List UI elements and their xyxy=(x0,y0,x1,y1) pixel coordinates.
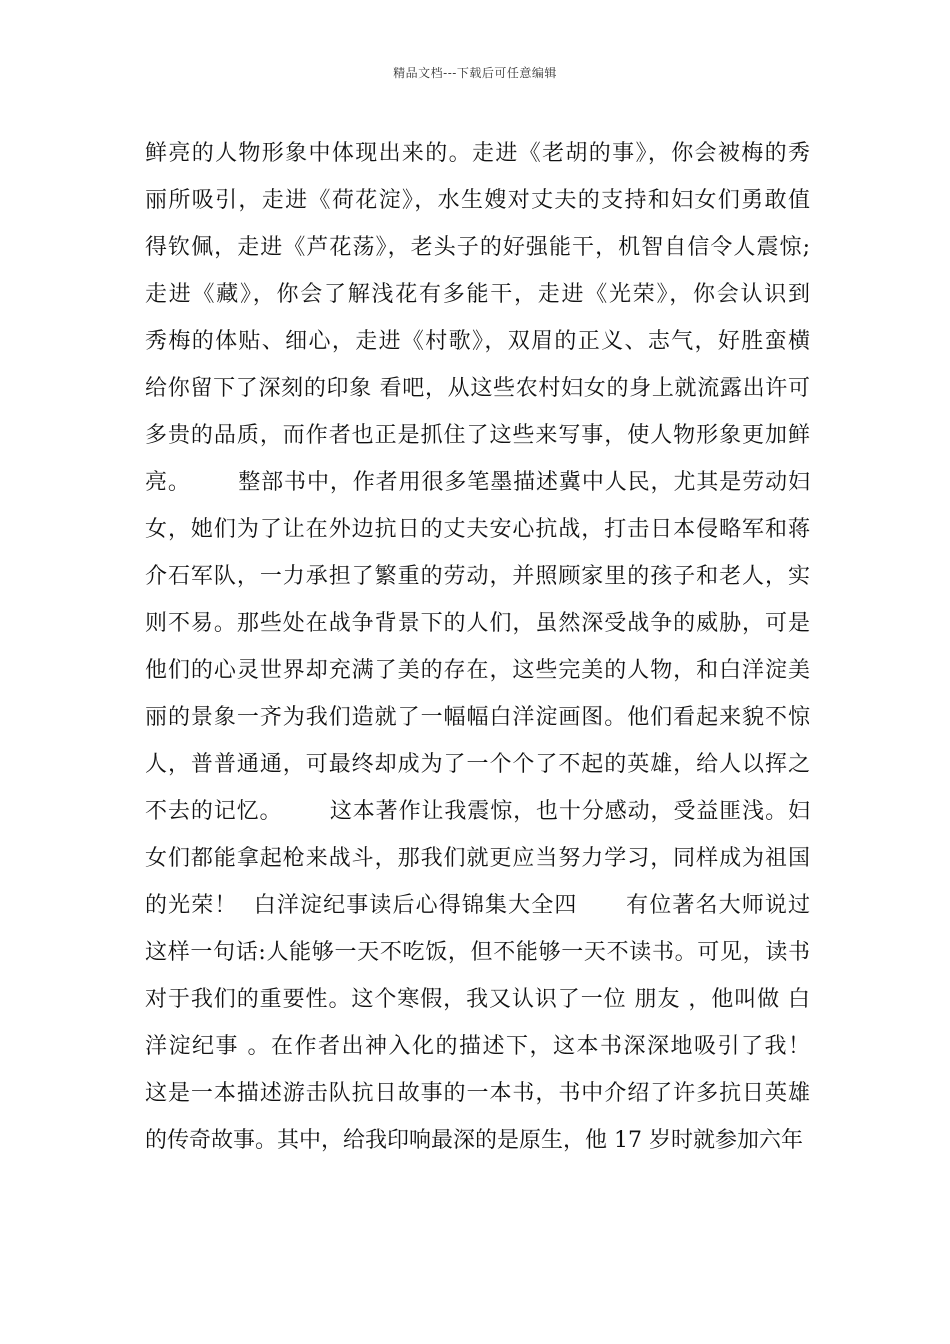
text-line: 鲜亮的人物形象中体现出来的。走进《老胡的事》，你会被梅的秀 xyxy=(145,141,810,166)
text-line: 则不易。那些处在战争背景下的人们，虽然深受战争的威胁，可是 xyxy=(145,611,810,636)
page-header: 精品文档---下载后可任意编辑 xyxy=(393,66,557,80)
text-line: 他们的心灵世界却充满了美的存在，这些完美的人物，和白洋淀美 xyxy=(145,658,810,683)
text-line: 走进《藏》，你会了解浅花有多能干，走进《光荣》，你会认识到 xyxy=(145,282,810,307)
document-body xyxy=(145,130,810,1164)
text-line: 丽的景象一齐为我们造就了一幅幅白洋淀画图。他们看起来貌不惊 xyxy=(145,705,810,730)
text-line: 人，普普通通，可最终却成为了一个个了不起的英雄，给人以挥之 xyxy=(145,752,810,777)
text-line: 对于我们的重要性。这个寒假，我又认识了一位 朋友 ，他叫做 白 xyxy=(145,987,810,1012)
text-line: 女，她们为了让在外边抗日的丈夫安心抗战，打击日本侵略军和蒋 xyxy=(145,517,810,542)
text-line: 亮。 整部书中，作者用很多笔墨描述冀中人民，尤其是劳动妇 xyxy=(145,470,810,495)
text-line: 得钦佩，走进《芦花荡》，老头子的好强能干，机智自信令人震惊; xyxy=(145,235,810,260)
text-line: 不去的记忆。 这本著作让我震惊，也十分感动，受益匪浅。妇 xyxy=(145,799,810,824)
text-line: 给你留下了深刻的印象 看吧，从这些农村妇女的身上就流露出许可 xyxy=(145,376,810,401)
text-line: 秀梅的体贴、细心，走进《村歌》，双眉的正义、志气，好胜蛮横 xyxy=(145,329,810,354)
text-line: 女们都能拿起枪来战斗，那我们就更应当努力学习，同样成为祖国 xyxy=(145,846,810,871)
text-line: 的传奇故事。其中，给我印响最深的是原生，他 17 岁时就参加六年 xyxy=(145,1128,803,1153)
text-line: 多贵的品质，而作者也正是抓住了这些来写事，使人物形象更加鲜 xyxy=(145,423,810,448)
text-line: 这是一本描述游击队抗日故事的一本书，书中介绍了许多抗日英雄 xyxy=(145,1081,810,1106)
text-line: 的光荣！ 白洋淀纪事读后心得锦集大全四 有位著名大师说过 xyxy=(145,893,810,918)
text-line: 介石军队，一力承担了繁重的劳动，并照顾家里的孩子和老人，实 xyxy=(145,564,810,589)
text-line: 洋淀纪事 。在作者出神入化的描述下，这本书深深地吸引了我！ xyxy=(145,1034,810,1059)
text-line: 这样一句话:人能够一天不吃饭，但不能够一天不读书。可见，读书 xyxy=(145,940,810,965)
text-line: 丽所吸引，走进《荷花淀》，水生嫂对丈夫的支持和妇女们勇敢值 xyxy=(145,188,810,213)
